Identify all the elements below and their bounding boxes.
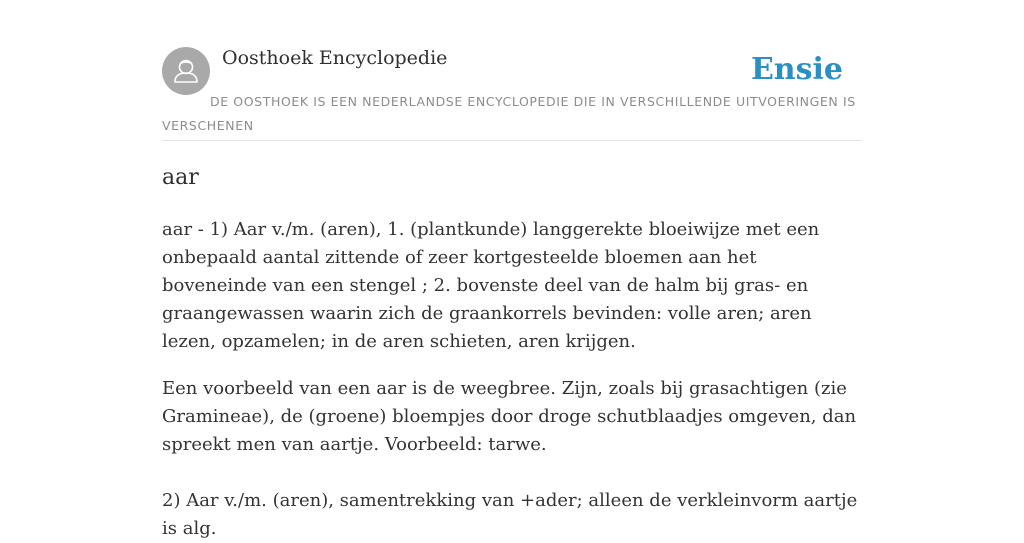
entry-paragraph: Een voorbeeld van een aar is de weegbree. Zijn, zoals bij grasachtigen (zie Gramineae), de (groene) bloempjes door droge schutblaadjes omgeven, dan spreekt men van aartje. Voorbeeld: tarwe.: [162, 378, 857, 455]
site-subtitle: DE OOSTHOEK IS EEN NEDERLANDSE ENCYCLOPEDIE DIE IN VERSCHILLENDE UITVOERINGEN IS VERSCHENEN: [162, 94, 856, 133]
site-title-link[interactable]: Oosthoek Encyclopedie: [222, 47, 448, 69]
entry-content: [162, 162, 866, 543]
site-header: [162, 46, 862, 141]
entry-title: aar: [162, 165, 199, 190]
entry-paragraph: aar - 1) Aar v./m. (aren), 1. (plantkunde) langgerekte bloeiwijze met een onbepaald aantal zittende of zeer kortgesteelde bloemen aan het boveneinde van een stengel ; 2. bovenste deel van de halm bij gras- en graangewassen waarin zich de graankorrels bevinden: volle aren; aren lezen, opzamelen; in de aren schieten, aren krijgen.: [162, 219, 820, 352]
brand-logo-link[interactable]: Ensie: [750, 52, 843, 87]
user-icon[interactable]: [162, 47, 210, 95]
entry-paragraph: 2) Aar v./m. (aren), samentrekking van +ader; alleen de verkleinvorm aartje is alg.: [162, 490, 858, 539]
